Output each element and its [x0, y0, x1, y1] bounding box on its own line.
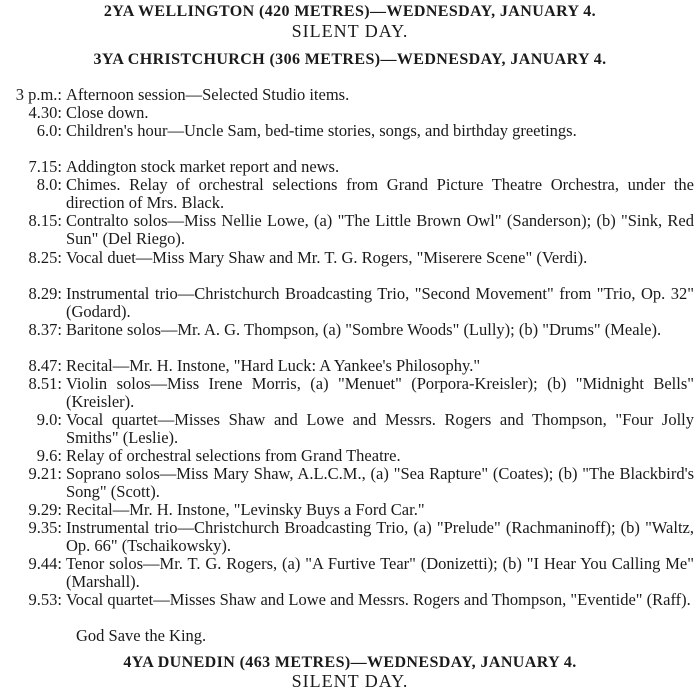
programme-text: Afternoon session—Selected Studio items. [66, 85, 350, 104]
programme-time: 9.53: [28, 590, 62, 609]
programme-text: Vocal quartet—Misses Shaw and Lowe and Messrs. Rogers and Thompson, "Eventide" (Raff). [66, 590, 691, 609]
programme-text: Chimes. Relay of orchestral selections from Grand Picture Theatre Orchestra, under the direction of Mrs. Black. [66, 175, 694, 212]
programme-text: Soprano solos—Miss Mary Shaw, A.L.C.M., (a) "Sea Rapture" (Coates); (b) "The Blackbird's Song" (Scott). [66, 464, 694, 501]
heading-2ya-wellington: 2YA WELLINGTON (420 METRES)—WEDNESDAY, JANUARY 4. [103, 3, 597, 20]
programme-time: 8.25: [28, 248, 62, 267]
heading-4ya-dunedin: 4YA DUNEDIN (463 METRES)—WEDNESDAY, JANUARY 4. [123, 654, 577, 671]
programme-text: Relay of orchestral selections from Grand Theatre. [66, 446, 401, 465]
programme-time: 9.6: [36, 446, 62, 465]
programme-text: Instrumental trio—Christchurch Broadcasting Trio, (a) "Prelude" (Rachmaninoff); (b) "Waltz, Op. 66" (Tschaikowsky). [66, 518, 694, 555]
programme-text: Vocal duet—Miss Mary Shaw and Mr. T. G. Rogers, "Miserere Scene" (Verdi). [66, 248, 588, 267]
programme-time: 8.47: [28, 356, 62, 375]
programme-text: Baritone solos—Mr. A. G. Thompson, (a) "Sombre Woods" (Lully); (b) "Drums" (Meale). [66, 320, 662, 339]
programme-time: 9.0: [36, 410, 62, 429]
programme-time: 7.15: [28, 157, 62, 176]
programme-text: Vocal quartet—Misses Shaw and Lowe and Messrs. Rogers and Thompson, "Four Jolly Smiths" (Leslie). [66, 410, 694, 447]
programme-text: Tenor solos—Mr. T. G. Rogers, (a) "A Furtive Tear" (Donizetti); (b) "I Hear You Calling Me" (Marshall). [66, 554, 694, 591]
programme-time: 9.29: [28, 500, 62, 519]
programme-time: 9.44: [28, 554, 62, 573]
wellington-silent-day: SILENT DAY. [291, 21, 409, 41]
closing-anthem: God Save the King. [76, 626, 207, 645]
programme-time: 8.51: [28, 374, 62, 393]
dunedin-silent-day: SILENT DAY. [291, 671, 409, 691]
programme-time: 9.35: [28, 518, 62, 537]
heading-3ya-christchurch: 3YA CHRISTCHURCH (306 METRES)—WEDNESDAY, JANUARY 4. [93, 51, 607, 68]
programme-time: 8.37: [28, 320, 62, 339]
programme-text: Instrumental trio—Christchurch Broadcasting Trio, "Second Movement" from "Trio, Op. 32" (Godard). [66, 284, 694, 321]
programme-time: 4.30: [28, 103, 62, 122]
programme-text: Recital—Mr. H. Instone, "Levinsky Buys a Ford Car." [66, 500, 425, 519]
programme-time: 8.0: [36, 175, 62, 194]
programme-time: 3 p.m.: [15, 85, 62, 104]
programme-time: 8.29: [28, 284, 62, 303]
programme-time: 9.21: [28, 464, 62, 483]
programme-text: Violin solos—Miss Irene Morris, (a) "Menuet" (Porpora-Kreisler); (b) "Midnight Bells" (Kreisler). [66, 374, 694, 411]
programme-text: Addington stock market report and news. [66, 157, 340, 176]
programme-time: 6.0: [36, 121, 62, 140]
programme-time: 8.15: [28, 211, 62, 230]
programme-text: Recital—Mr. H. Instone, "Hard Luck: A Yankee's Philosophy." [66, 356, 481, 375]
programme-text: Children's hour—Uncle Sam, bed-time stories, songs, and birthday greetings. [66, 121, 577, 140]
programme-text: Close down. [66, 103, 149, 122]
programme-text: Contralto solos—Miss Nellie Lowe, (a) "The Little Brown Owl" (Sanderson); (b) "Sink, Red Sun" (Del Riego). [66, 211, 694, 248]
